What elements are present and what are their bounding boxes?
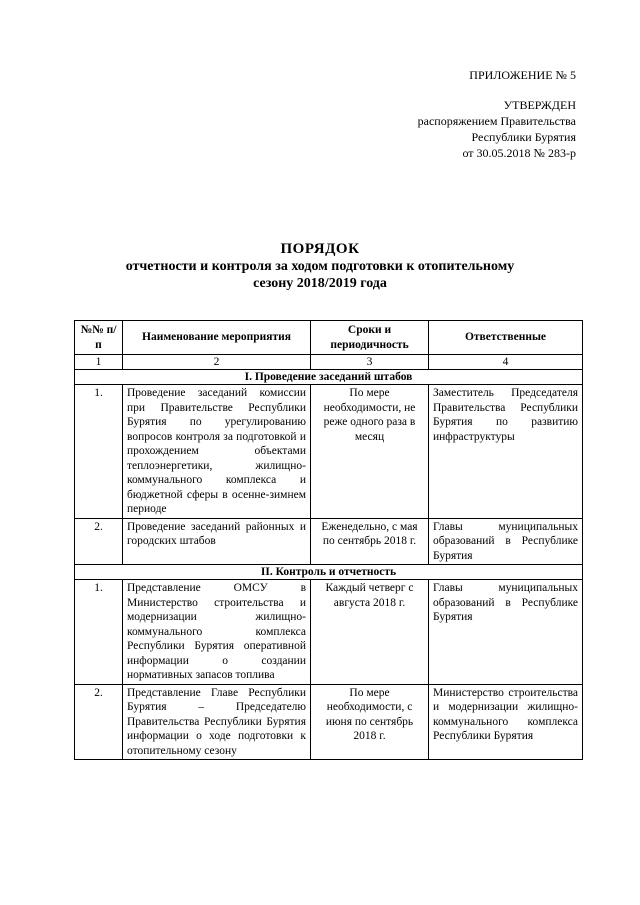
- row-responsible: Заместитель Председателя Правительства Республики Бурятия по развитию инфраструктуры: [429, 385, 583, 519]
- row-name: Проведение заседаний районных и городских штабов: [123, 518, 311, 565]
- section-title: I. Проведение заседаний штабов: [75, 370, 583, 385]
- row-number: 1.: [75, 385, 123, 519]
- table-row: [75, 684, 583, 760]
- row-responsible: Главы муниципальных образований в Республике Бурятия: [429, 580, 583, 685]
- approved-line: распоряжением Правительства: [417, 114, 576, 128]
- approval-stamp: [418, 97, 576, 161]
- appendix-text: ПРИЛОЖЕНИЕ № 5: [469, 68, 576, 82]
- appendix-label: [469, 67, 576, 83]
- approved-line: от 30.05.2018 № 283-р: [462, 146, 576, 160]
- column-number: 2: [123, 355, 311, 370]
- title-sub-line: отчетности и контроля за ходом подготовки к отопительному: [125, 259, 515, 274]
- column-number: 3: [311, 355, 429, 370]
- column-number: 1: [75, 355, 123, 370]
- row-number: 2.: [75, 518, 123, 565]
- title-sub-line: сезону 2018/2019 года: [253, 276, 387, 291]
- table-row: [75, 385, 583, 519]
- row-responsible: Главы муниципальных образований в Республике Бурятия: [429, 518, 583, 565]
- row-term: По мере необходимости, не реже одного раза в месяц: [311, 385, 429, 519]
- row-number: 1.: [75, 580, 123, 685]
- row-responsible: Министерство строительства и модернизации жилищно-коммунального комплекса Республики Бурятия: [429, 684, 583, 760]
- section-title: II. Контроль и отчетность: [75, 565, 583, 580]
- header-name: Наименование мероприятия: [123, 321, 311, 355]
- row-term: По мере необходимости, с июня по сентябрь 2018 г.: [311, 684, 429, 760]
- approved-line: УТВЕРЖДЕН: [503, 98, 576, 112]
- approved-line: Республики Бурятия: [471, 130, 576, 144]
- table-row: [75, 580, 583, 685]
- table-header-row: [75, 321, 583, 355]
- title-main: ПОРЯДОК: [280, 241, 360, 257]
- header-number: №№ п/п: [75, 321, 123, 355]
- document-title: [0, 240, 640, 292]
- row-name: Представление ОМСУ в Министерство строительства и модернизации жилищно-коммунального комплекса Республики Бурятия оперативной информации о создании нормативных запасов топлива: [123, 580, 311, 685]
- row-name: Представление Главе Республики Бурятия – Председателю Правительства Республики Бурятия информации о ходе подготовки к отопительному сезону: [123, 684, 311, 760]
- table-row: [75, 518, 583, 565]
- column-number: 4: [429, 355, 583, 370]
- row-number: 2.: [75, 684, 123, 760]
- header-term: Сроки и периодичность: [311, 321, 429, 355]
- header-responsible: Ответственные: [429, 321, 583, 355]
- section-row: [75, 370, 583, 385]
- column-number-row: [75, 355, 583, 370]
- row-term: Еженедельно, с мая по сентябрь 2018 г.: [311, 518, 429, 565]
- schedule-table: [74, 320, 583, 760]
- section-row: [75, 565, 583, 580]
- row-term: Каждый четверг с августа 2018 г.: [311, 580, 429, 685]
- row-name: Проведение заседаний комиссии при Правительстве Республики Бурятия по урегулированию вопросов контроля за подготовкой и прохождением объектами теплоэнергетики, жилищно-коммунального комплекса и бюджетной сферы в осенне-зимнем периоде: [123, 385, 311, 519]
